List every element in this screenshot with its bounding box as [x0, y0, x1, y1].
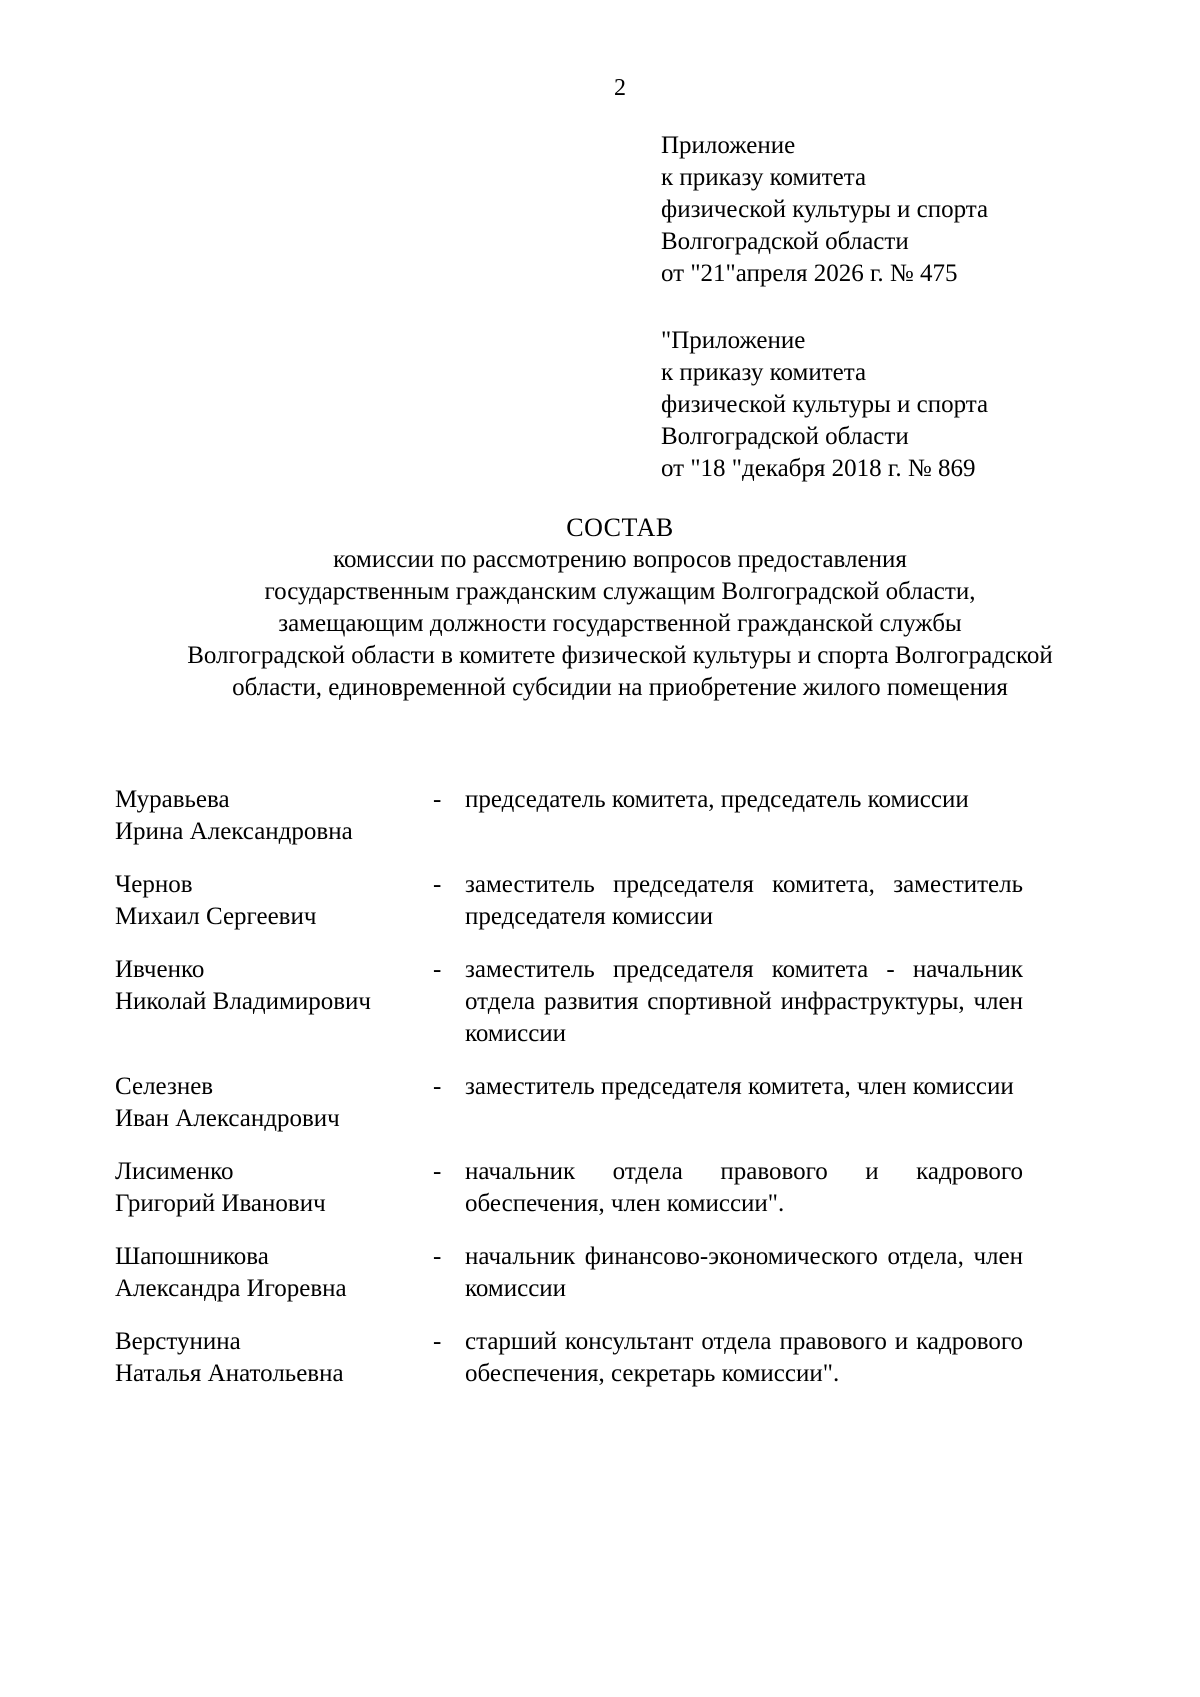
member-dash: -	[433, 1158, 442, 1185]
document-subtitle-line: комиссии по рассмотрению вопросов предоставления	[333, 546, 907, 573]
appendix-original-line: физической культуры и спорта	[661, 391, 989, 418]
member-name	[115, 954, 433, 1050]
member-name	[115, 784, 433, 848]
member-role: старший консультант отдела правового и кадрового обеспечения, секретарь комиссии".	[465, 1328, 1023, 1387]
member-surname: Верстунина	[115, 1328, 241, 1355]
appendix-current-date: от "21"апреля 2026 г. № 475	[661, 260, 958, 287]
member-surname: Чернов	[115, 871, 193, 898]
commission-members-list	[115, 784, 1023, 1411]
document-subtitle-line: области, единовременной субсидии на приобретение жилого помещения	[232, 674, 1008, 701]
member-given-names: Ирина Александровна	[115, 818, 353, 845]
member-surname: Селезнев	[115, 1073, 214, 1100]
member-role: председатель комитета, председатель комиссии	[465, 786, 969, 813]
appendix-current-line: физической культуры и спорта	[661, 196, 989, 223]
member-surname: Муравьева	[115, 786, 230, 813]
member-surname: Ивченко	[115, 956, 205, 983]
member-surname: Лисименко	[115, 1158, 234, 1185]
member-name	[115, 869, 433, 933]
member-role: заместитель председателя комитета - начальник отдела развития спортивной инфраструктуры, член комиссии	[465, 956, 1023, 1047]
appendix-current-line: Волгоградской области	[661, 228, 909, 255]
appendix-current	[661, 130, 1141, 290]
member-row	[115, 784, 1023, 848]
member-name	[115, 1241, 433, 1305]
member-role: начальник финансово-экономического отдела, член комиссии	[465, 1243, 1023, 1302]
member-row	[115, 1156, 1023, 1220]
member-given-names: Иван Александрович	[115, 1105, 340, 1132]
appendix-original-date: от "18 "декабря 2018 г. № 869	[661, 455, 976, 482]
member-surname: Шапошникова	[115, 1243, 269, 1270]
document-subtitle-line: государственным гражданским служащим Волгоградской области,	[264, 578, 976, 605]
document-subtitle-line: Волгоградской области в комитете физической культуры и спорта Волгоградской	[187, 642, 1053, 669]
document-title: СОСТАВ	[566, 513, 674, 542]
member-given-names: Григорий Иванович	[115, 1190, 326, 1217]
member-role: заместитель председателя комитета, член комиссии	[465, 1073, 1014, 1100]
member-name	[115, 1326, 433, 1390]
member-name	[115, 1071, 433, 1135]
member-role: начальник отдела правового и кадрового обеспечения, член комиссии".	[465, 1158, 1023, 1217]
member-row	[115, 1071, 1023, 1135]
member-role: заместитель председателя комитета, заместитель председателя комиссии	[465, 871, 1023, 930]
member-dash: -	[433, 786, 442, 813]
member-dash: -	[433, 1073, 442, 1100]
appendix-original	[661, 325, 1141, 485]
member-dash: -	[433, 956, 442, 983]
member-row	[115, 1326, 1023, 1390]
member-given-names: Михаил Сергеевич	[115, 903, 317, 930]
member-dash: -	[433, 871, 442, 898]
member-row	[115, 869, 1023, 933]
page-number: 2	[614, 75, 626, 101]
member-given-names: Александра Игоревна	[115, 1275, 347, 1302]
appendix-original-line: к приказу комитета	[661, 359, 867, 386]
document-heading	[100, 512, 1140, 704]
appendix-current-line: к приказу комитета	[661, 164, 867, 191]
appendix-original-line: Волгоградской области	[661, 423, 909, 450]
appendix-original-line: "Приложение	[661, 327, 806, 354]
member-name	[115, 1156, 433, 1220]
member-given-names: Наталья Анатольевна	[115, 1360, 344, 1387]
member-row	[115, 954, 1023, 1050]
appendix-current-line: Приложение	[661, 132, 796, 159]
member-dash: -	[433, 1243, 442, 1270]
member-given-names: Николай Владимирович	[115, 988, 371, 1015]
member-dash: -	[433, 1328, 442, 1355]
member-row	[115, 1241, 1023, 1305]
document-subtitle-line: замещающим должности государственной гражданской службы	[278, 610, 962, 637]
